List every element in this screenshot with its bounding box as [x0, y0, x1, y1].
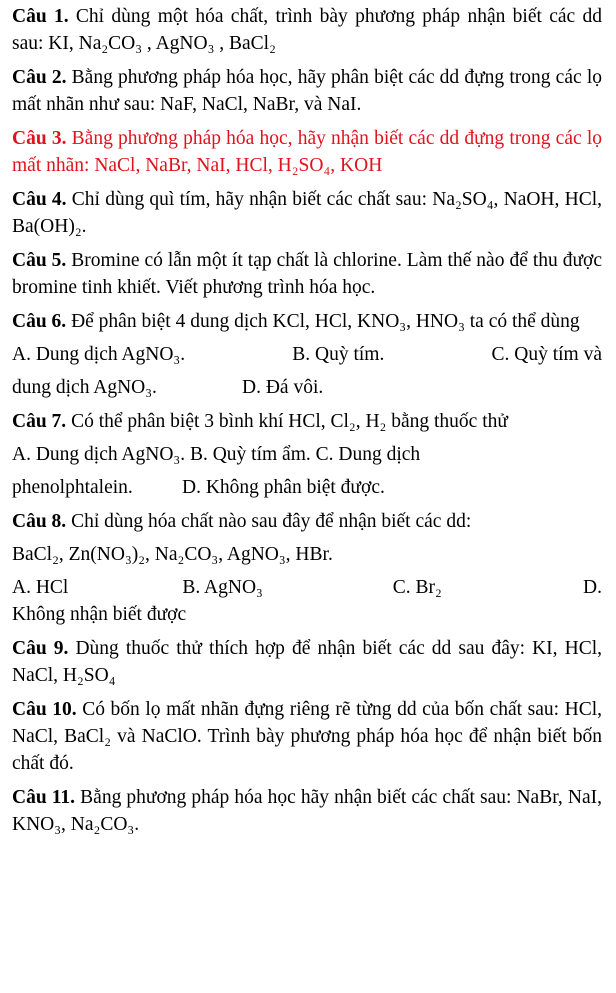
question-label: Câu 1.: [12, 6, 69, 27]
question-text: Dùng thuốc thử thích hợp để nhận biết các dd sau đây: KI, HCl, NaCl, H₂SO₄: [12, 638, 602, 686]
question-text: Bromine có lẫn một ít tạp chất là chlorine. Làm thế nào để thu được bromine tinh khiết. Viết phương trình hóa học.: [12, 250, 602, 298]
question-8: [12, 508, 602, 628]
question-10: [12, 696, 602, 777]
question-text: Có thể phân biệt 3 bình khí HCl, Cl₂, H₂ bằng thuốc thử: [71, 411, 508, 432]
option-b: B. AgNO₃: [182, 577, 263, 598]
question-11: [12, 784, 602, 838]
question-label: Câu 9.: [12, 638, 69, 659]
question-label: Câu 7.: [12, 411, 67, 432]
question-label: Câu 8.: [12, 511, 67, 532]
question-label: Câu 10.: [12, 699, 77, 720]
option-a: A. HCl: [12, 577, 69, 598]
answer-options: [12, 574, 602, 601]
answer-options: [12, 341, 602, 368]
question-1: [12, 3, 602, 57]
question-label: Câu 3.: [12, 128, 67, 149]
question-text: Bằng phương pháp hóa học hãy nhận biết các chất sau: NaBr, NaI, KNO₃, Na₂CO₃.: [12, 787, 602, 835]
question-label: Câu 11.: [12, 787, 76, 808]
question-text: Chỉ dùng quì tím, hãy nhận biết các chất sau: Na₂SO₄, NaOH, HCl, Ba(OH)₂.: [12, 189, 602, 237]
question-4: [12, 186, 602, 240]
question-text: Để phân biệt 4 dung dịch KCl, HCl, KNO₃, HNO₃ ta có thể dùng: [71, 311, 580, 332]
answer-options-row-2: [12, 474, 602, 501]
question-6: [12, 308, 602, 401]
question-3: [12, 125, 602, 179]
question-label: Câu 5.: [12, 250, 67, 271]
question-label: Câu 2.: [12, 67, 67, 88]
option-a: A. Dung dịch AgNO₃.: [12, 344, 186, 365]
option-c: C. Quỳ tím và: [491, 344, 602, 365]
question-2: [12, 64, 602, 118]
question-text: Bằng phương pháp hóa học, hãy phân biệt các dd đựng trong các lọ mất nhãn như sau: NaF, NaCl, NaBr, và NaI.: [12, 67, 602, 115]
option-c-continued: dung dịch AgNO₃.: [12, 377, 157, 398]
answer-options: A. Dung dịch AgNO₃. B. Quỳ tím ẩm. C. Dung dịch: [12, 444, 421, 465]
option-d: D. Không phân biệt được.: [182, 477, 385, 498]
answer-options-row-2: [12, 374, 602, 401]
formula-list: BaCl₂, Zn(NO₃)₂, Na₂CO₃, AgNO₃, HBr.: [12, 544, 333, 565]
question-5: [12, 247, 602, 301]
option-b: B. Quỳ tím.: [292, 344, 385, 365]
question-7: [12, 408, 602, 501]
question-text: Có bốn lọ mất nhãn đựng riêng rẽ từng dd của bốn chất sau: HCl, NaCl, BaCl₂ và NaClO. Trình bày phương pháp hóa học để nhận biết bốn chất đó.: [12, 699, 603, 774]
option-c: C. Br₂: [392, 577, 442, 598]
option-d: D.: [583, 577, 602, 598]
question-text: Bằng phương pháp hóa học, hãy nhận biết các dd đựng trong các lọ mất nhãn: NaCl, NaBr, NaI, HCl, H₂SO₄, KOH: [12, 128, 602, 176]
option-d-continued: Không nhận biết được: [12, 604, 187, 625]
question-label: Câu 6.: [12, 311, 67, 332]
question-label: Câu 4.: [12, 189, 67, 210]
question-text: Chỉ dùng hóa chất nào sau đây để nhận biết các dd:: [71, 511, 472, 532]
option-d: D. Đá vôi.: [242, 377, 324, 398]
question-text: Chỉ dùng một hóa chất, trình bày phương pháp nhận biết các dd sau: KI, Na₂CO₃ , AgNO₃ , BaCl₂: [12, 6, 602, 54]
question-9: [12, 635, 602, 689]
option-c-continued: phenolphtalein.: [12, 477, 133, 498]
